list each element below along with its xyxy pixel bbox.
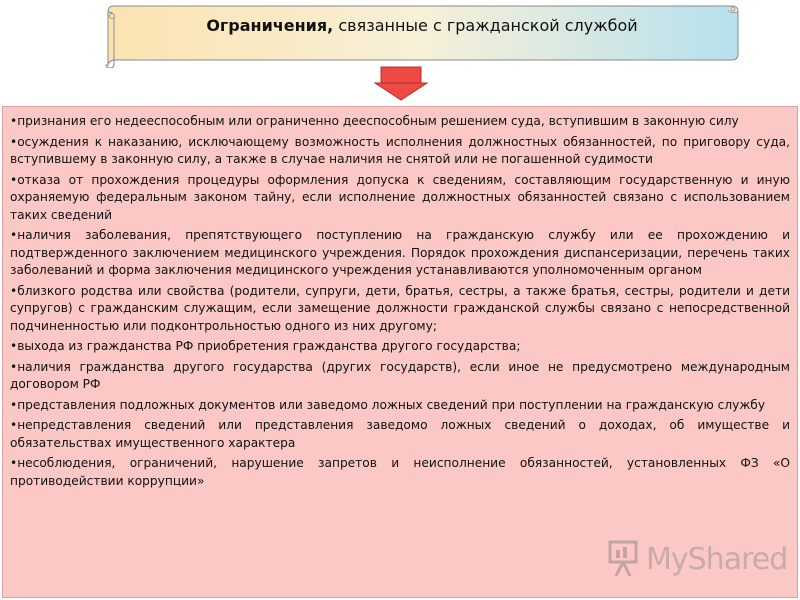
title-strong: Ограничения, xyxy=(206,16,334,35)
list-item: •признания его недееспособным или ограниченно дееспособным решением суда, вступившим в законную силу xyxy=(10,114,739,128)
list-item: •выхода из гражданства РФ приобретения гражданства другого государства; xyxy=(10,339,521,353)
list-item: •наличия гражданства другого государства (других государств), если иное не предусмотрено международным договором РФ xyxy=(10,359,790,391)
list-item: •близкого родства или свойства (родители, супруги, дети, братья, сестры, а также братья, сестры, родители и дети супругов) с гражданским служащим, если замещение должности гражданской службы связано с непосредственной подчиненностью или подконтрольностью одного из них другому; xyxy=(10,283,790,333)
list-item: •осуждения к наказанию, исключающему возможность исполнения должностных обязанностей, по приговору суда, вступившему в законную силу, а также в случае наличия не снятой или не погашенной судимости xyxy=(10,134,790,166)
page-title xyxy=(104,16,740,35)
watermark xyxy=(606,538,798,582)
list-item: •непредставления сведений или представления заведомо ложных сведений о доходах, об имуществе и обязательствах имущественного характера xyxy=(10,418,790,450)
presentation-board-icon xyxy=(606,538,642,578)
restrictions-list xyxy=(2,106,798,598)
down-arrow-icon xyxy=(374,66,428,102)
title-banner xyxy=(104,4,740,68)
title-rest: связанные с гражданской службой xyxy=(333,16,638,35)
list-item: •представления подложных документов или заведомо ложных сведений при поступлении на гражданскую службу xyxy=(10,397,766,412)
list-item: •наличия заболевания, препятствующего поступлению на гражданскую службу или ее прохождению и подтвержденного заключением медицинского учреждения. Порядок прохождения диспансеризации, перечень таких заболеваний и форма заключения медицинского учреждения устанавливаются уполномоченным органом xyxy=(10,228,790,277)
scroll-shape xyxy=(104,4,740,68)
list-item: •несоблюдения, ограничений, нарушение запретов и неисполнение обязанностей, установленных ФЗ «О противодействии коррупции» xyxy=(10,456,790,488)
watermark-text: MyShared xyxy=(646,542,788,577)
list-item: •отказа от прохождения процедуры оформления допуска к сведениям, составляющим государственную и иную охраняемую федеральным законом тайну, если исполнение должностных обязанностей связано с использованием таких сведений xyxy=(10,172,790,222)
